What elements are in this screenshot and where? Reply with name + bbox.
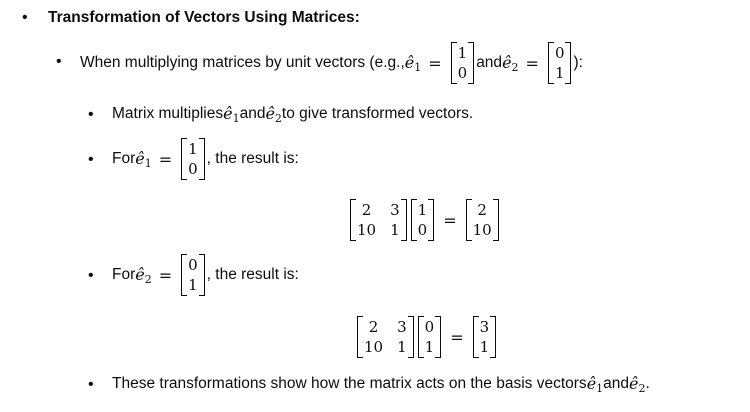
vector-cell: 0 xyxy=(188,160,198,178)
bullet-dot: • xyxy=(22,9,28,26)
equals-sign: = xyxy=(525,53,539,73)
input-vector xyxy=(411,199,435,241)
matrix-cell: 10 xyxy=(357,221,377,239)
vector-cell: 1 xyxy=(188,276,198,294)
equals-sign: = xyxy=(158,265,173,285)
transform-matrix xyxy=(357,316,414,358)
vector-cell: 0 xyxy=(417,221,428,239)
vector-cell: 1 xyxy=(188,140,198,158)
point-2 xyxy=(112,134,299,184)
equals-sign: = xyxy=(450,327,464,347)
point-2-prefix: For xyxy=(112,150,136,167)
point-2-suffix: , the result is: xyxy=(206,150,299,167)
bullet-dot: • xyxy=(88,151,94,168)
e2-vector xyxy=(181,254,205,296)
e2-symbol: $ê_2$ xyxy=(265,103,282,125)
e2-vector xyxy=(548,42,572,84)
vector-cell: 1 xyxy=(417,201,428,219)
matrix-cell: 2 xyxy=(361,201,372,219)
point-3-prefix: For xyxy=(112,266,136,283)
matrix-cell: 3 xyxy=(397,318,407,336)
vector-cell: 0 xyxy=(457,64,468,82)
equals-sign: = xyxy=(443,210,457,230)
e1-symbol: $ê_1$ xyxy=(223,103,240,125)
matrix-cell: 10 xyxy=(364,338,384,356)
equation-1 xyxy=(348,196,501,244)
equals-sign: = xyxy=(428,53,442,73)
matrix-cell: 1 xyxy=(390,221,400,239)
vector-cell: 1 xyxy=(457,44,468,62)
e1-symbol: $ê_1$ xyxy=(135,148,152,170)
vector-cell: 1 xyxy=(554,64,565,82)
vector-cell: 10 xyxy=(472,221,492,239)
result-vector xyxy=(473,316,497,358)
e2-symbol: $ê_2$ xyxy=(629,373,646,395)
point-4-text-b: and xyxy=(603,375,630,392)
transform-matrix xyxy=(350,199,407,241)
point-4-text-c: . xyxy=(645,375,650,392)
intro-line xyxy=(80,38,583,88)
vector-cell: 1 xyxy=(479,338,490,356)
matrix-cell: 2 xyxy=(368,318,379,336)
section-heading: Transformation of Vectors Using Matrices: xyxy=(48,9,360,26)
point-3 xyxy=(112,250,299,300)
input-vector xyxy=(418,316,442,358)
bullet-dot: • xyxy=(88,106,94,123)
e1-vector xyxy=(451,42,475,84)
e2-symbol: $ê_2$ xyxy=(135,264,152,286)
vector-cell: 0 xyxy=(188,256,198,274)
vector-cell: 0 xyxy=(554,44,565,62)
bullet-dot: • xyxy=(56,53,62,70)
intro-text-after: ): xyxy=(573,54,583,71)
vector-cell: 3 xyxy=(479,318,490,336)
point-1-text-b: and xyxy=(239,105,266,122)
point-4-text-a: These transformations show how the matrix acts on the basis vectors xyxy=(112,375,587,392)
equals-sign: = xyxy=(158,149,173,169)
and-text: and xyxy=(476,54,503,71)
equation-2 xyxy=(355,313,498,361)
bullet-dot: • xyxy=(88,267,94,284)
matrix-cell: 3 xyxy=(390,201,400,219)
vector-cell: 1 xyxy=(424,338,435,356)
vector-cell: 2 xyxy=(477,201,487,219)
result-vector xyxy=(466,199,499,241)
point-3-suffix: , the result is: xyxy=(206,266,299,283)
matrix-cell: 1 xyxy=(397,338,407,356)
e2-symbol: $ê_2$ xyxy=(502,52,519,74)
point-1 xyxy=(112,103,473,125)
intro-text-before: When multiplying matrices by unit vectors (e.g., xyxy=(80,54,405,71)
e1-symbol: $ê_1$ xyxy=(586,373,604,395)
vector-cell: 0 xyxy=(424,318,435,336)
point-1-text-a: Matrix multiplies xyxy=(112,105,224,122)
e1-symbol: $ê_1$ xyxy=(404,52,422,74)
bullet-dot: • xyxy=(88,376,94,393)
point-4 xyxy=(112,373,650,395)
e1-vector xyxy=(181,138,205,180)
point-1-text-c: to give transformed vectors. xyxy=(281,105,474,122)
